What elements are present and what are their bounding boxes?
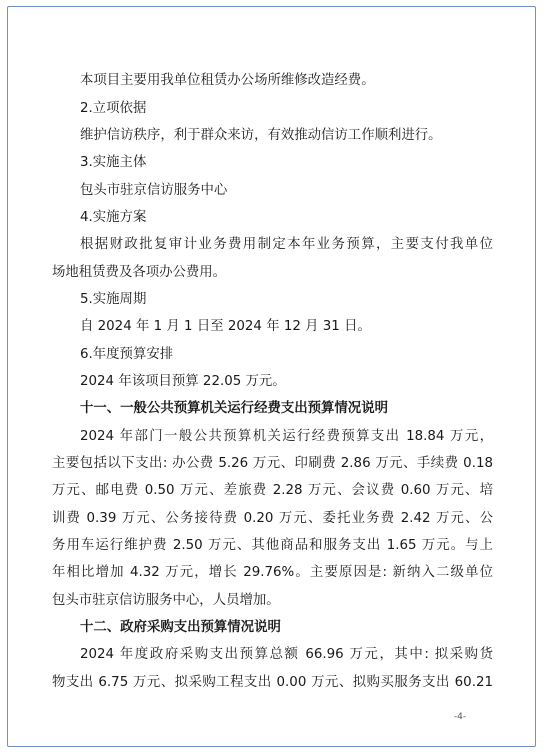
paragraph-basis: 维护信访秩序，利于群众来访，有效推动信访工作顺利进行。 [80,128,442,143]
section-12-title: 十二、政府采购支出预算情况说明 [80,620,281,635]
section-11-line-5: 务用车运行维护费 2.50 万元、其他商品和服务支出 1.65 万元。与上 [52,538,493,553]
heading-subject: 3.实施主体 [80,155,147,170]
paragraph-period: 自 2024 年 1 月 1 日至 2024 年 12 月 31 日。 [80,319,371,334]
paragraph-project-purpose: 本项目主要用我单位租赁办公场所维修改造经费。 [80,73,375,88]
section-11-title: 十一、一般公共预算机关运行经费支出预算情况说明 [80,401,388,416]
page-number: -4- [453,712,467,722]
paragraph-plan-line-2: 场地租赁费及各项办公费用。 [52,265,227,280]
section-12-line-2: 物支出 6.75 万元、拟采购工程支出 0.00 万元、拟购买服务支出 60.21 [52,675,493,690]
section-11-line-7: 包头市驻京信访服务中心，人员增加。 [52,593,280,608]
section-12-line-1: 2024 年度政府采购支出预算总额 66.96 万元，其中: 拟采购货 [80,647,493,662]
section-11-line-4: 训费 0.39 万元、公务接待费 0.20 万元、委托业务费 2.42 万元、公 [52,511,493,526]
section-11-line-2: 主要包括以下支出: 办公费 5.26 万元、印刷费 2.86 万元、手续费 0.18 [52,456,493,471]
heading-budget: 6.年度预算安排 [80,347,174,362]
paragraph-subject: 包头市驻京信访服务中心 [80,183,228,198]
section-11-line-1: 2024 年部门一般公共预算机关运行经费预算支出 18.84 万元， [80,429,493,444]
heading-basis: 2.立项依据 [80,101,147,116]
paragraph-plan-line-1: 根据财政批复审计业务费用制定本年业务预算，主要支付我单位 [80,237,493,252]
heading-plan: 4.实施方案 [80,210,147,225]
heading-period: 5.实施周期 [80,292,147,307]
section-11-line-6: 年相比增加 4.32 万元，增长 29.76%。主要原因是: 新纳入二级单位 [52,565,493,580]
paragraph-budget: 2024 年该项目预算 22.05 万元。 [80,374,286,389]
section-11-line-3: 万元、邮电费 0.50 万元、差旅费 2.28 万元、会议费 0.60 万元、培 [52,483,493,498]
